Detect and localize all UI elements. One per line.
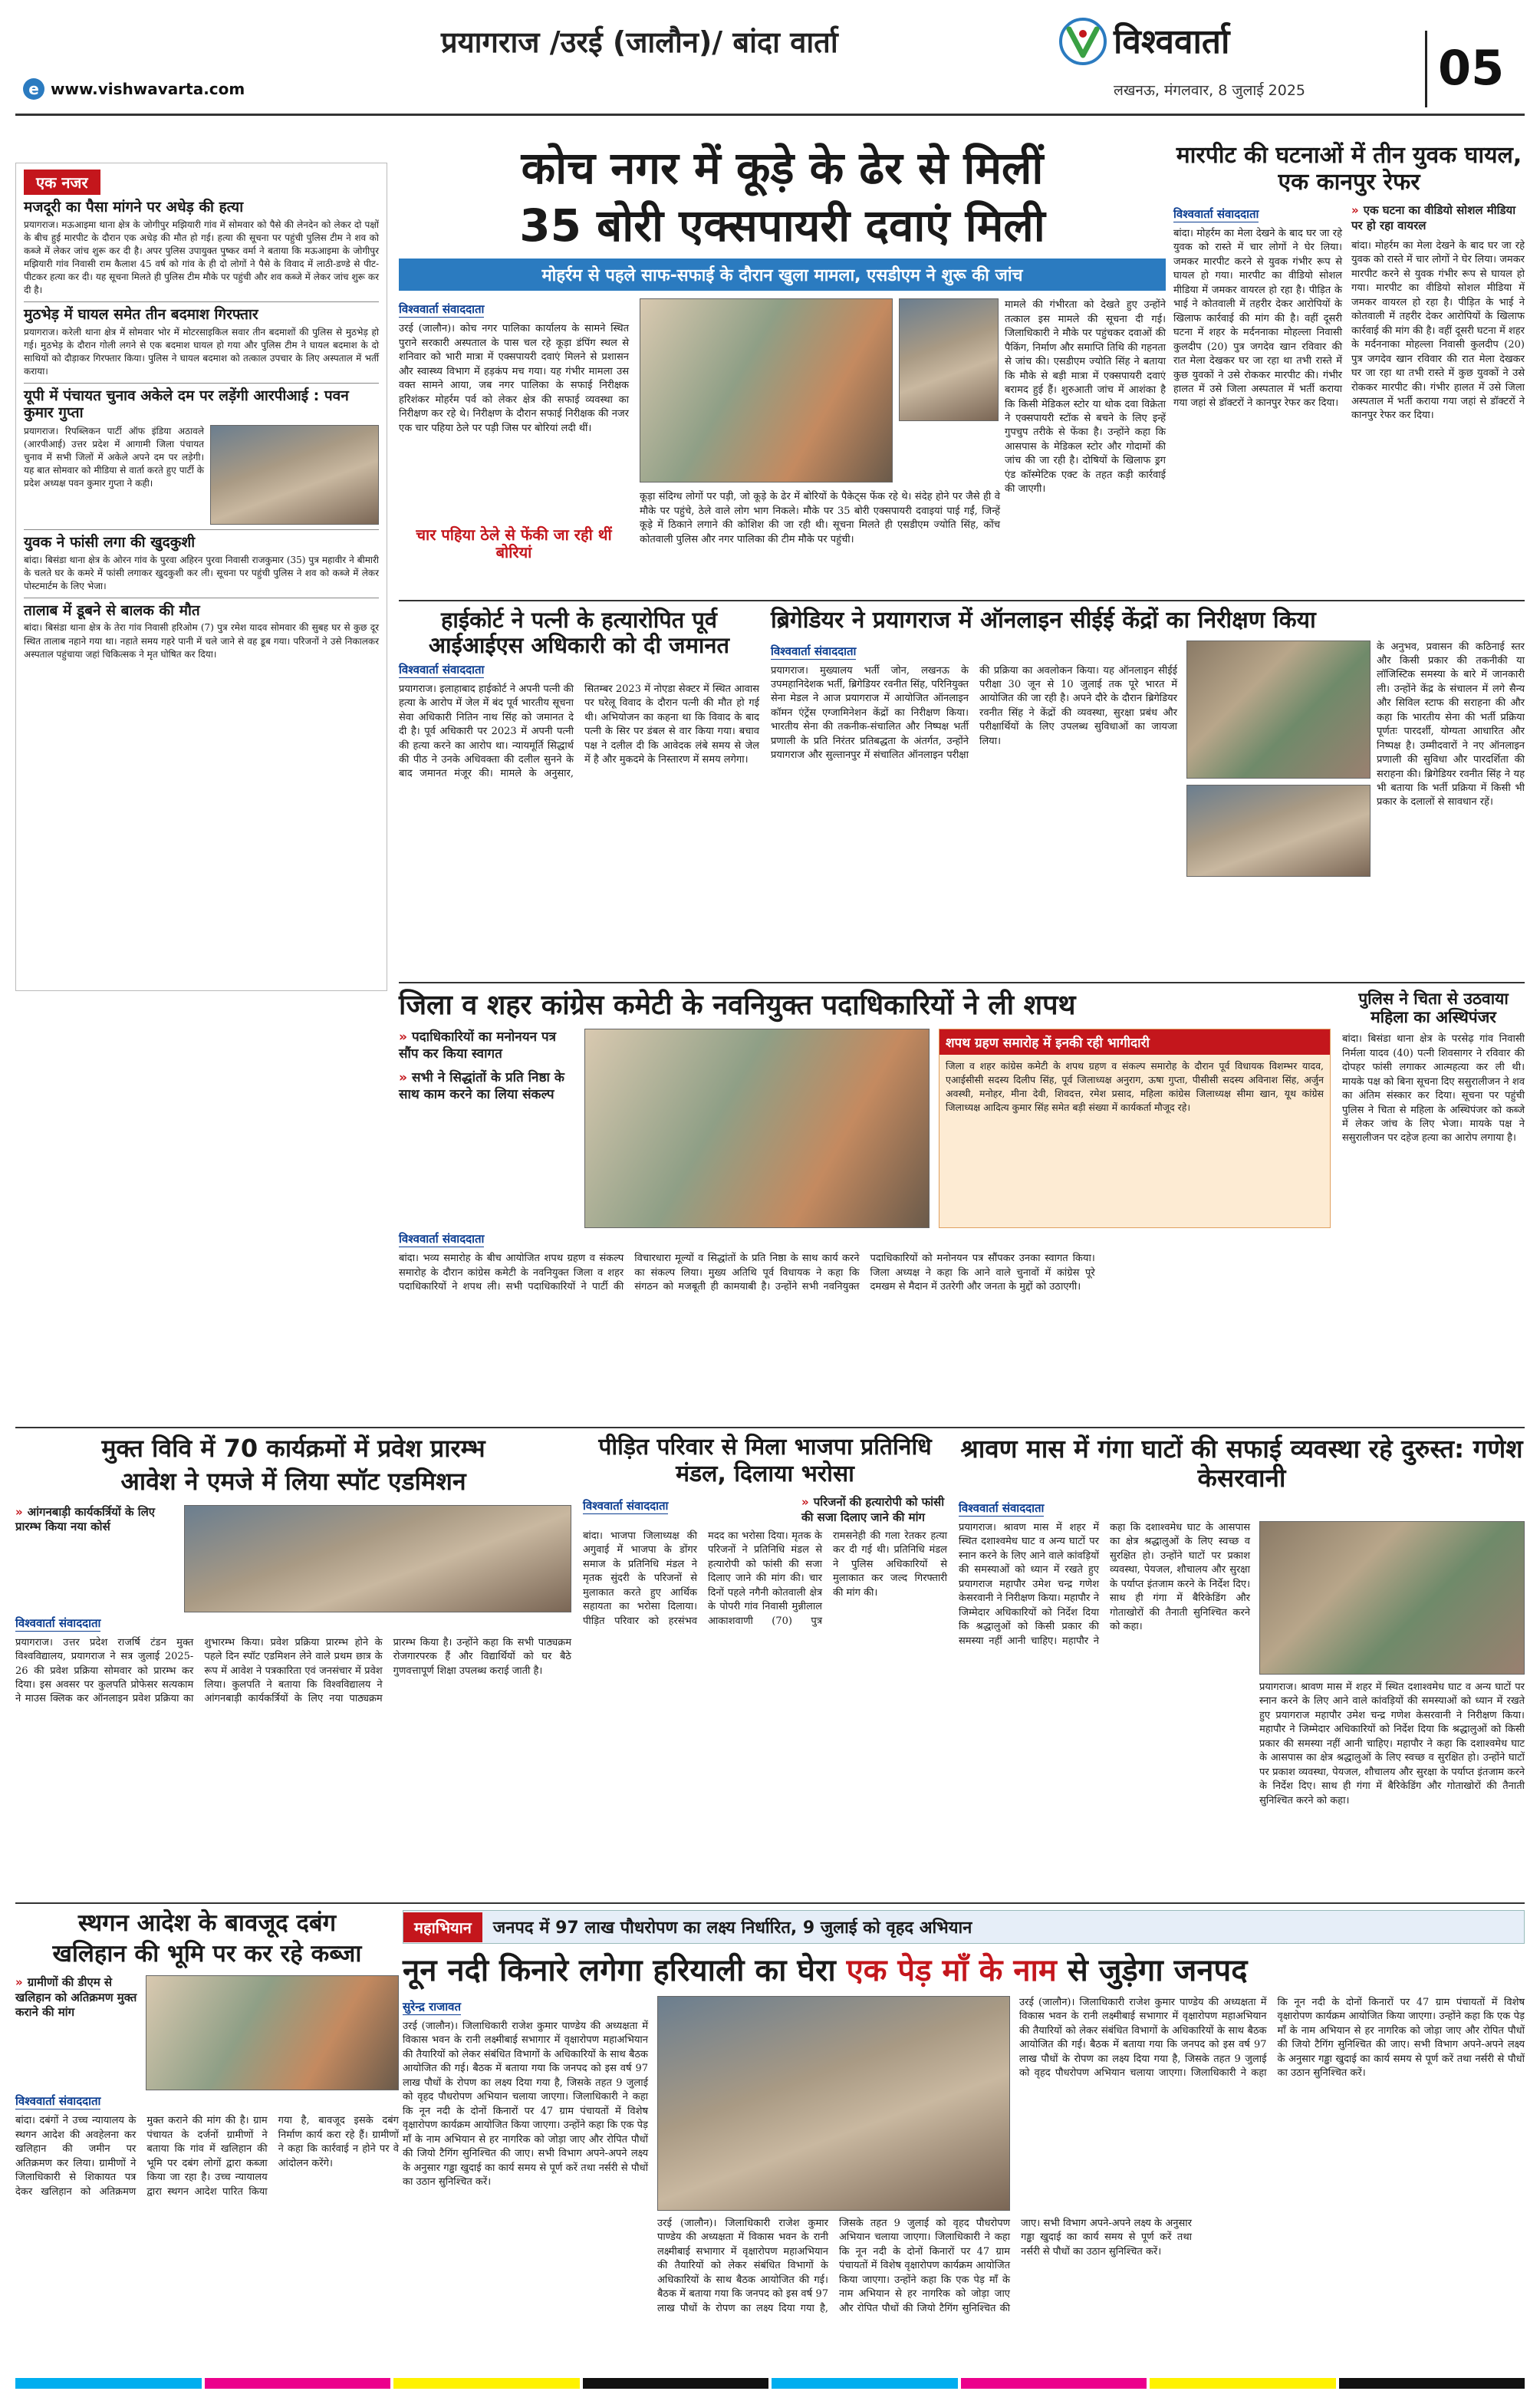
- brief-body: बांदा। बिसंडा थाना क्षेत्र के तेरा गांव निवासी हरिओम (7) पुत्र रमेश यादव सोमवार की सुबह घर से कुछ दूर स्थित तालाब नहाने गया था। नहाते समय गहरे पानी में चले जाने से वह डूब गया। परिजनों ने उसे निकालकर अस्पताल पहुंचाया जहां चिकित्सक ने मृत घोषित कर दिया।: [24, 622, 379, 660]
- brief-body: प्रयागराज। करेली थाना क्षेत्र में सोमवार भोर में मोटरसाइकिल सवार तीन बदमाशों की पुलिस से मुठभेड़ हो गई। मुठभेड़ के दौरान गोली लगने से एक बदमाश घायल हो गया और पुलिस टीम ने घायल बदमाश के दो साथियों को दौड़ाकर गिरफ्तार किया। पुलिस ने घायल बदमाश को तत्काल उपचार के लिए अस्पताल में भर्ती कराया।: [24, 326, 379, 377]
- mukt-bullet: » आंगनबाड़ी कार्यकर्त्रियों के लिए प्रारम्भ किया नया कोर्स: [15, 1504, 156, 1534]
- brigadier-inspection-photo: [1186, 785, 1371, 877]
- khalihan-body: बांदा। दबंगों ने उच्च न्यायालय के स्थगन आदेश की अवहेलना कर खलिहान की जमीन पर अतिक्रमण कर लिया। ग्रामीणों ने जिलाधिकारी से शिकायत पत्र देकर खलिहान को अतिक्रमण मुक्त कराने की मांग की है। ग्राम पंचायत के दर्जनों ग्रामीणों ने बताया कि गांव में खलिहान की भूमि पर दबंग लोगों द्वारा कब्जा किया जा रहा है। उच्च न्यायालय द्वारा स्थगन आदेश पारित किया गया है, बावजूद इसके दबंग निर्माण कार्य करा रहे हैं। ग्रामीणों ने कहा कि कार्रवाई न होने पर वे आंदोलन करेंगे।: [15, 2115, 399, 2198]
- marpeet-body-cont: बांदा। मोहर्रम का मेला देखने के बाद घर जा रहे युवक को रास्ते में चार लोगों ने घेर लिया। जमकर मारपीट करने से युवक गंभीर रूप से घायल हो गया। मारपीट का वीडियो सोशल मीडिया में जमकर वायरल हो रहा है। पीड़ित के भाई ने कोतवाली में तहरीर देकर आरोपियों के खिलाफ कार्रवाई की मांग की है। वहीं दूसरी घटना में शहर के मर्दननाका मोहल्ला निवासी कुलदीप (20) पुत्र जगदेव खान रविवार की रात मेला देखकर घर जा रहा था तभी रास्ते में कुछ युवकों ने उसे रोककर मारपीट की। गंभीर हालत में उसे जिला अस्पताल में भर्ती कराया गया जहां से डॉक्टरों ने कानपुर रेफर कर दिया।: [1351, 240, 1525, 422]
- brigadier-headline: ब्रिगेडियर ने प्रयागराज में ऑनलाइन सीईई केंद्रों का निरीक्षण किया: [771, 607, 1316, 634]
- shravan-body: प्रयागराज। श्रावण मास में शहर में स्थित दशाश्वमेध घाट व अन्य घाटों पर स्नान करने के लिए आने वाले कांवड़ियों की समस्याओं को ध्यान में रखते हुए प्रयागराज महापौर उमेश चन्द्र गणेश केसरवानी ने निरीक्षण किया। महापौर ने जिम्मेदार अधिकारियों को निर्देश दिया कि श्रद्धालुओं को किसी प्रकार की समस्या नहीं आनी चाहिए। महापौर ने कहा कि दशाश्वमेध घाट के आसपास का क्षेत्र श्रद्धालुओं के लिए स्वच्छ व सुरक्षित हो। उन्होंने घाटों पर प्रकाश व्यवस्था, पेयजल, शौचालय और सुरक्षा के पर्याप्त इंतजाम करने के निर्देश दिए। साथ ही गंगा में बैरिकेडिंग और गोताखोरों की तैनाती सुनिश्चित करने को कहा।: [959, 1521, 1250, 1647]
- chita-body: बांदा। बिसंडा थाना क्षेत्र के परसेढ़ गांव निवासी निर्मला यादव (40) पत्नी शिवसागर ने रविवार की दोपहर फांसी लगाकर आत्महत्या कर ली थी। मायके पक्ष को बिना सूचना दिए ससुरालीजन ने शव का अंतिम संस्कार कर दिया। सूचना पर पहुंची पुलिस ने चिता से महिला के अस्थिपंजर को कब्जे में लेकर जांच के लिए भेजा। मायके पक्ष ने ससुरालीजन पर दहेज हत्या का आरोप लगाया है।: [1342, 1033, 1525, 1145]
- rpi-press-photo: [210, 425, 379, 525]
- mahabhiyan-body-right: उरई (जालौन)। जिलाधिकारी राजेश कुमार पाण्डेय की अध्यक्षता में विकास भवन के रानी लक्ष्मीबाई सभागार में वृक्षारोपण महाअभियान की तैयारियों को लेकर संबंधित विभागों के अधिकारियों के साथ बैठक आयोजित की गई। बैठक में बताया गया कि जनपद को इस वर्ष 97 लाख पौधों के रोपण का लक्ष्य दिया गया है, जिसके तहत 9 जुलाई को वृहद पौधरोपण अभियान चलाया जाएगा। जिलाधिकारी ने कहा कि नून नदी के दोनों किनारों पर 47 ग्राम पंचायतों में विशेष वृक्षारोपण कार्यक्रम आयोजित किया जाएगा। उन्होंने कहा कि एक पेड़ माँ के नाम अभियान से हर नागरिक को जोड़ा जाए और रोपित पौधों की जियो टैगिंग सुनिश्चित की जाए। सभी विभाग अपने-अपने लक्ष्य के अनुसार गड्ढा खुदाई का कार्य समय से पूर्ण करें तथा नर्सरी से पौधों का उठान सुनिश्चित करें।: [1019, 1997, 1525, 2080]
- marpeet-tag-text: एक घटना का वीडियो सोशल मीडिया पर हो रहा वायरल: [1351, 203, 1516, 232]
- mahabhiyan-headline-c: से जुड़ेगा जनपद: [1067, 1953, 1248, 1988]
- brief-body: प्रयागराज। रिपब्लिकन पार्टी ऑफ इंडिया अठावले (आरपीआई) उत्तर प्रदेश में आगामी जिला पंचायत चुनाव में सभी जिलों में अकेले अपने दम पर लड़ेगी। यह बात सोमवार को मीडिया से वार्ता करते हुए पार्टी के प्रदेश अध्यक्ष पवन कुमार गुप्ता ने कही।: [24, 425, 204, 489]
- bjp-byline: विश्ववार्ता संवाददाता: [583, 1499, 669, 1513]
- ghat-inspection-photo: [1259, 1521, 1525, 1675]
- congress-oath-photo: [584, 1029, 930, 1228]
- congress-bullet-1: » पदाधिकारियों का मनोनयन पत्र सौंप कर किया स्वागत: [399, 1029, 556, 1062]
- congress-bullet-1-text: पदाधिकारियों का मनोनयन पत्र सौंप कर किया स्वागत: [399, 1029, 556, 1062]
- khalihan-bullet: » ग्रामीणों की डीएम से खलिहान को अतिक्रमण मुक्त कराने की मांग: [15, 1975, 137, 2020]
- brief-title: यूपी में पंचायत चुनाव अकेले दम पर लड़ेंगी आरपीआई : पवन कुमार गुप्ता: [24, 387, 349, 421]
- brief-title: मजदूरी का पैसा मांगने पर अधेड़ की हत्या: [24, 199, 244, 216]
- khalihan-headline-1: स्थगन आदेश के बावजूद दबंग: [77, 1909, 337, 1937]
- brigadier-right-body: के अनुभव, प्रवासन की कठिनाई स्तर और किसी प्रकार की तकनीकी या लॉजिस्टिक समस्या के बारे में जानकारी ली। उन्होंने केंद्र के संचालन में लगे सैन्य और सिविल स्टाफ की सराहना की और कहा कि भारतीय सेना की भर्ती प्रक्रिया पूर्णतः पारदर्शी, योग्यता आधारित और निष्पक्ष है। उम्मीदवारों ने नए ऑनलाइन प्रणाली की सुविधा और पारदर्शिता की सराहना की। ब्रिगेडियर रवनीत सिंह ने यह भी बताया कि भर्ती प्रक्रिया में किसी भी प्रकार के दलालों से सावधान रहें।: [1377, 641, 1525, 809]
- brief-divider: [24, 301, 379, 302]
- chita-headline: पुलिस ने चिता से उठवाया महिला का अस्थिपंजर: [1358, 990, 1509, 1027]
- lead-story: [399, 143, 1166, 594]
- lead-deck: मोहर्रम से पहले साफ-सफाई के दौरान खुला मामला, एसडीएम ने शुरू की जांच: [399, 259, 1166, 291]
- page-divider: [1425, 31, 1427, 107]
- shravan-headline: श्रावण मास में गंगा घाटों की सफाई व्यवस्था रहे दुरुस्त: गणेश केसरवानी: [960, 1434, 1523, 1493]
- bjp-headline: पीड़ित परिवार से मिला भाजपा प्रतिनिधि मंडल, दिलाया भरोसा: [598, 1434, 932, 1487]
- dateline: लखनऊ, मंगलवार, 8 जुलाई 2025: [1114, 82, 1305, 99]
- highcourt-story: [399, 608, 759, 974]
- mukt-body: प्रयागराज। उत्तर प्रदेश राजर्षि टंडन मुक्त विश्वविद्यालय, प्रयागराज ने सत्र जुलाई 2025-26 की प्रवेश प्रक्रिया सोमवार को प्रारम्भ कर दिया। इस अवसर पर कुलपति प्रोफेसर सत्यकाम ने माउस क्लिक कर ऑनलाइन प्रवेश प्रक्रिया का शुभारम्भ किया। प्रवेश प्रक्रिया प्रारम्भ होने के पहले दिन स्पॉट एडमिशन लेने वाले प्रथम छात्र के रूप में आवेश ने पत्रकारिता एवं जनसंचार में प्रवेश लिया। कुलपति ने बताया कि विश्वविद्यालय ने आंगनबाड़ी कार्यकर्त्रियों के लिए नया पाठ्यक्रम प्रारम्भ किया है। उन्होंने कहा कि सभी पाठ्यक्रम रोजगारपरक हैं और विद्यार्थियों को घर बैठे गुणवत्तापूर्ण शिक्षा उपलब्ध कराई जाती है।: [15, 1636, 571, 1705]
- mahabhiyan-byline: सुरेन्द्र राजावत: [403, 2000, 462, 2014]
- brief-body: बांदा। बिसंडा थाना क्षेत्र के ओरन गांव के पुरवा अहिरन पुरवा निवासी राजकुमार (35) पुत्र महावीर ने बीमारी के चलते घर के कमरे में फांसी लगाकर खुदकुशी कर ली। सूचना पर पहुंची पुलिस ने शव को कब्जे में लेकर पोस्टमार्टम के लिए भेजा।: [24, 554, 379, 591]
- expired-medicine-photo: [640, 298, 893, 483]
- lead-body-3: मामले की गंभीरता को देखते हुए उन्होंने तत्काल इस मामले की सूचना दी गई। जिलाधिकारी ने मौके पर पहुंचकर दवाओं की पैकिंग, निर्माण और समाप्ति तिथि की गहनता से जांच की। एसडीएम ज्योति सिंह ने बताया कि मौके से बड़ी मात्रा में एक्सपायरी दवाएं बरामद हुई हैं। शुरुआती जांच में आशंका है कि किसी मेडिकल स्टोर या थोक दवा विक्रेता ने एक्सपायरी स्टॉक से बचने के लिए इन्हें गुपचुप तरीके से फेंका है। उन्होंने कहा कि आसपास के मेडिकल स्टोर और गोदामों की जांच की जा रही है। दोषियों के खिलाफ ड्रग एंड कॉस्मेटिक एक्ट के तहत कड़ी कार्रवाई की जाएगी।: [1005, 299, 1166, 496]
- lead-body-2: कूड़ा संदिग्ध लोगों पर पड़ी, जो कूड़े के ढेर में बोरियों के पैकेट्स फेंक रहे थे। संदेह होने पर जैसे ही वे मौके पर पहुंचे, ठेले वाले लोग भाग निकले। मौके पर 35 बोरी एक्सपायरी दवाइयां पाई गईं, जिन्हें कूड़े में ठिकाने लगाने की कोशिश की जा रही थी। सूचना मिलते ही एसडीएम ज्योति सिंह, कोंच कोतवाली पुलिस और नगर पालिका की टीम मौके पर पहुंची।: [640, 491, 1000, 545]
- lead-pullquote: चार पहिया ठेले से फेंकी जा रही थीं बोरियां: [416, 525, 612, 562]
- mukt-headline-2: आवेश ने एमजे में लिया स्पॉट एडमिशन: [120, 1466, 466, 1496]
- congress-box-title: शपथ ग्रहण समारोह में इनकी रही भागीदारी: [939, 1029, 1330, 1055]
- mahabhiyan-story: [403, 1910, 1525, 2370]
- brief-item: [24, 535, 379, 593]
- brief-item: [24, 199, 379, 297]
- row-rule: [15, 1902, 1525, 1904]
- congress-bullet-2-text: सभी ने सिद्धांतों के प्रति निष्ठा के साथ काम करने का लिया संकल्प: [399, 1069, 564, 1102]
- brief-item: [24, 388, 379, 525]
- website-link[interactable]: www.vishwavarta.com: [51, 80, 245, 98]
- marpeet-byline: विश्ववार्ता संवाददाता: [1173, 207, 1259, 221]
- shravan-byline: विश्ववार्ता संवाददाता: [959, 1500, 1045, 1515]
- row-rule: [15, 1427, 1525, 1428]
- color-registration-bar: [15, 2378, 1525, 2389]
- shravan-body-cont: प्रयागराज। श्रावण मास में शहर में स्थित दशाश्वमेध घाट व अन्य घाटों पर स्नान करने के लिए आने वाले कांवड़ियों की समस्याओं को ध्यान में रखते हुए प्रयागराज महापौर उमेश चन्द्र गणेश केसरवानी ने निरीक्षण किया। महापौर ने जिम्मेदार अधिकारियों को निर्देश दिया कि श्रद्धालुओं को किसी प्रकार की समस्या नहीं आनी चाहिए। महापौर ने कहा कि दशाश्वमेध घाट के आसपास का क्षेत्र श्रद्धालुओं के लिए स्वच्छ व सुरक्षित हो। उन्होंने घाटों पर प्रकाश व्यवस्था, पेयजल, शौचालय और सुरक्षा के पर्याप्त इंतजाम करने के निर्देश दिए। साथ ही गंगा में बैरिकेडिंग और गोताखोरों की तैनाती सुनिश्चित करने को कहा।: [1259, 1681, 1525, 1807]
- brief-divider: [24, 529, 379, 530]
- mahabhiyan-label: महाभियान: [403, 1912, 482, 1942]
- marpeet-tag: » एक घटना का वीडियो सोशल मीडिया पर हो रहा वायरल: [1351, 203, 1516, 232]
- mahabhiyan-headline: [403, 1953, 1525, 1988]
- masthead-rule: [15, 114, 1525, 116]
- bjp-story: [583, 1434, 947, 1895]
- marpeet-body: बांदा। मोहर्रम का मेला देखने के बाद घर जा रहे युवक को रास्ते में चार लोगों ने घेर लिया। जमकर मारपीट करने से युवक गंभीर रूप से घायल हो गया। मारपीट का वीडियो सोशल मीडिया में जमकर वायरल हो रहा है। पीड़ित के भाई ने कोतवाली में तहरीर देकर आरोपियों के खिलाफ कार्रवाई की मांग की है। वहीं दूसरी घटना में शहर के मर्दननाका मोहल्ला निवासी कुलदीप (20) पुत्र जगदेव खान रविवार की रात मेला देखकर घर जा रहा था तभी रास्ते में कुछ युवकों ने उसे रोककर मारपीट की। गंभीर हालत में उसे जिला अस्पताल में भर्ती कराया गया जहां से डॉक्टरों ने कानपुर रेफर कर दिया।: [1173, 228, 1342, 410]
- bjp-bullet-text: परिजनों की हत्यारोपी को फांसी की सजा दिलाए जाने की मांग: [801, 1495, 945, 1524]
- lead-body-1: उरई (जालौन)। कोच नगर पालिका कार्यालय के सामने स्थित पुराने सरकारी अस्पताल के पास चल रहे कूड़ा डंपिंग स्थल से शनिवार को भारी मात्रा में एक्सपायरी दवाएं मिलने से प्रशासन और स्वास्थ्य विभाग में हड़कंप मच गया। यह गंभीर मामला उस वक्त सामने आया, जब नगर पालिका के सफाई निरीक्षक हरिशंकर मोहर्रम पर्व को लेकर क्षेत्र की सफाई व्यवस्था का निरीक्षण कर रहे थे। निरीक्षण के दौरान सफाई निरीक्षक की नजर एक चार पहिया ठेले पर पड़ी जिस पर बोरियां लदी थीं।: [399, 323, 629, 434]
- khalihan-story: [15, 1910, 399, 2370]
- row-rule: [399, 982, 1525, 983]
- mukt-headline-1: मुक्त विवि में 70 कार्यक्रमों में प्रवेश प्रारम्भ: [101, 1434, 485, 1463]
- lead-headline-2: 35 बोरी एक्सपायरी दवाएं मिली: [519, 199, 1045, 252]
- mahabhiyan-headline-b: एक पेड़ माँ के नाम: [846, 1953, 1057, 1988]
- globe-icon: e: [23, 78, 44, 100]
- lead-headline-1: कोच नगर में कूड़े के ढेर से मिलीं: [521, 142, 1044, 194]
- brief-divider: [24, 383, 379, 384]
- page-number: 05: [1438, 40, 1505, 96]
- khalihan-headline-2: खलिहान की भूमि पर कर रहे कब्जा: [52, 1939, 362, 1968]
- mahabhiyan-body: उरई (जालौन)। जिलाधिकारी राजेश कुमार पाण्डेय की अध्यक्षता में विकास भवन के रानी लक्ष्मीबाई सभागार में वृक्षारोपण महाअभियान की तैयारियों को लेकर संबंधित विभागों के अधिकारियों के साथ बैठक आयोजित की गई। बैठक में बताया गया कि जनपद को इस वर्ष 97 लाख पौधों के रोपण का लक्ष्य दिया गया है, जिसके तहत 9 जुलाई को वृहद पौधरोपण अभियान चलाया जाएगा। जिलाधिकारी ने कहा कि नून नदी के दोनों किनारों पर 47 ग्राम पंचायतों में विशेष वृक्षारोपण कार्यक्रम आयोजित किया जाएगा। उन्होंने कहा कि एक पेड़ माँ के नाम अभियान से हर नागरिक को जोड़ा जाए और रोपित पौधों की जियो टैगिंग सुनिश्चित की जाए। सभी विभाग अपने-अपने लक्ष्य के अनुसार गड्ढा खुदाई का कार्य समय से पूर्ण करें तथा नर्सरी से पौधों का उठान सुनिश्चित करें।: [403, 2021, 648, 2188]
- brief-item: [24, 603, 379, 661]
- sdm-portrait-photo: [899, 298, 999, 421]
- ek-nazar-column: [15, 163, 387, 991]
- congress-box-body: जिला व शहर कांग्रेस कमेटी के शपथ ग्रहण व संकल्प समारोह के दौरान पूर्व विधायक विशम्भर यादव, एआईसीसी सदस्य दिलीप सिंह, पूर्व जिलाध्यक्ष अनुराग, ऊषा गुप्ता, पीसीसी सदस्य अविनाश सिंह, अर्जुन अवस्थी, मनोहर, मीना देवी, शिवदत्त, रमेश प्रसाद, महिला कांग्रेस जिलाध्यक्ष सीमा खान, यूथ कांग्रेस जिलाध्यक्ष आदित्य कुमार सिंह समेत बड़ी संख्या में कार्यकर्ता मौजूद रहे।: [946, 1060, 1324, 1113]
- villagers-photo: [146, 1975, 399, 2090]
- meeting-hall-photo: [657, 1996, 1010, 2211]
- section-title: प्रयागराज /उरई (जालौन)/ बांदा वार्ता: [441, 25, 838, 59]
- congress-bullet-2: » सभी ने सिद्धांतों के प्रति निष्ठा के साथ काम करने का लिया संकल्प: [399, 1069, 564, 1102]
- bjp-body: बांदा। भाजपा जिलाध्यक्ष की अगुवाई में भाजपा के डोंगर समाज के प्रतिनिधि मंडल ने मृतक सुंदरी के परिजनों से मुलाकात करते हुए आर्थिक सहायता का भरोसा दिलाया। पीड़ित परिवार को हरसंभव मदद का भरोसा दिया। मृतक के परिजनों ने प्रतिनिधि मंडल से हत्यारोपी को फांसी की सजा दिलाए जाने की मांग की। चार दिनों पहले नगैनी कोतवाली क्षेत्र के पोपरी गांव निवासी मुन्नीलाल आकाशवाणी (70) पुत्र रामसनेही की गला रेतकर हत्या कर दी गई थी। प्रतिनिधि मंडल ने पुलिस अधिकारियों से मुलाकात कर जल्द गिरफ्तारी की मांग की।: [583, 1530, 947, 1627]
- brand-logo-icon: [1058, 17, 1107, 66]
- mahabhiyan-body-mid: उरई (जालौन)। जिलाधिकारी राजेश कुमार पाण्डेय की अध्यक्षता में विकास भवन के रानी लक्ष्मीबाई सभागार में वृक्षारोपण महाअभियान की तैयारियों को लेकर संबंधित विभागों के अधिकारियों के साथ बैठक आयोजित की गई। बैठक में बताया गया कि जनपद को इस वर्ष 97 लाख पौधों के रोपण का लक्ष्य दिया गया है, जिसके तहत 9 जुलाई को वृहद पौधरोपण अभियान चलाया जाएगा। जिलाधिकारी ने कहा कि नून नदी के दोनों किनारों पर 47 ग्राम पंचायतों में विशेष वृक्षारोपण कार्यक्रम आयोजित किया जाएगा। उन्होंने कहा कि एक पेड़ माँ के नाम अभियान से हर नागरिक को जोड़ा जाए और रोपित पौधों की जियो टैगिंग सुनिश्चित की जाए। सभी विभाग अपने-अपने लक्ष्य के अनुसार गड्ढा खुदाई का कार्य समय से पूर्ण करें तथा नर्सरी से पौधों का उठान सुनिश्चित करें।: [657, 2218, 1192, 2314]
- brigadier-body: प्रयागराज। मुख्यालय भर्ती जोन, लखनऊ के उपमहानिदेशक भर्ती, ब्रिगेडियर रवनीत सिंह, परिनियुक्त सेना मेडल ने आज प्रयागराज में आयोजित ऑनलाइन कॉमन एंट्रेंस एग्जामिनेशन केंद्रों का निरीक्षण किया। भारतीय सेना की तकनीक-संचालित और निष्पक्ष भर्ती प्रणाली के प्रति निरंतर प्रतिबद्धता के अंतर्गत, उन्होंने प्रयागराज और सुल्तानपुर में संचालित ऑनलाइन परीक्षा की प्रक्रिया का अवलोकन किया। यह ऑनलाइन सीईई परीक्षा 30 जून से 10 जुलाई तक पूरे भारत में आयोजित की जा रही है। अपने दौरे के दौरान ब्रिगेडियर रवनीत सिंह ने केंद्रों की व्यवस्था, सुरक्षा प्रबंध और परीक्षार्थियों के लिए उपलब्ध सुविधाओं का जायजा लिया।: [771, 664, 1177, 762]
- mahabhiyan-strip: जनपद में 97 लाख पौधरोपण का लक्ष्य निर्धारित, 9 जुलाई को वृहद अभियान: [492, 1918, 972, 1938]
- brief-title: युवक ने फांसी लगा की खुदकुशी: [24, 533, 196, 551]
- masthead: [0, 0, 1540, 114]
- highcourt-body: प्रयागराज। इलाहाबाद हाईकोर्ट ने अपनी पत्नी की हत्या के आरोप में जेल में बंद पूर्व भारतीय सूचना सेवा अधिकारी नितिन नाथ सिंह को जमानत दे दी है। पूर्व अधिकारी पर 2023 में अपनी पत्नी की हत्या करने का आरोप था। न्यायमूर्ति सिद्धार्थ की पीठ ने उनके अधिवक्ता की दलील सुनने के बाद जमानत मंजूर की। मामले के अनुसार, सितम्बर 2023 में नोएडा सेक्टर में स्थित आवास पर घरेलू विवाद के दौरान पत्नी की मौत हो गई थी। अभियोजन का कहना था कि विवाद के बाद पत्नी के सिर पर डंबल से वार किया गया। बचाव पक्ष ने दलील दी कि आवेदक लंबे समय से जेल में है और मुकदमे के निस्तारण में समय लगेगा।: [399, 683, 759, 780]
- congress-byline: विश्ववार्ता संवाददाता: [399, 1232, 485, 1247]
- shravan-story: [959, 1434, 1525, 1895]
- cee-centre-photo: [1186, 641, 1371, 779]
- highcourt-byline: विश्ववार्ता संवाददाता: [399, 662, 485, 677]
- ek-nazar-label: एक नजर: [24, 170, 100, 195]
- brief-body: प्रयागराज। मऊआइमा थाना क्षेत्र के जोगीपुर मझियारी गांव में सोमवार को पैसे की लेनदेन को लेकर दो पक्षों के बीच हुई मारपीट के दौरान एक अधेड़ की मौत हो गई। हत्या की सूचना पर पहुंची पुलिस टीम ने शव को कब्जे में लेकर जांच शुरू कर दी है। अपर पुलिस उपायुक्त पुष्कर वर्मा ने बताया कि मऊआइमा के जोगीपुर मझियारी गांव निवासी राम कैलाश 45 वर्ष को गांव के ही दो लोगों ने पैसे के विवाद में लाठी-डण्डे से पीट-पीटकर हत्या कर दी। यह सूचना मिलते ही पुलिस टीम मौके पर पहुंची और शव कब्जे में लेकर जांच शुरू कर दी है।: [24, 219, 379, 295]
- row-rule: [399, 600, 1525, 601]
- brief-title: मुठभेड़ में घायल समेत तीन बदमाश गिरफ्तार: [24, 306, 258, 324]
- mukt-story: [15, 1434, 571, 1895]
- congress-story: [399, 990, 1331, 1419]
- brigadier-byline: विश्ववार्ता संवाददाता: [771, 644, 857, 658]
- lead-byline: विश्ववार्ता संवाददाता: [399, 302, 485, 317]
- highcourt-headline: हाईकोर्ट ने पत्नी के हत्यारोपित पूर्व आईआईएस अधिकारी को दी जमानत: [428, 607, 730, 659]
- chita-story: [1342, 990, 1525, 1419]
- congress-headline: जिला व शहर कांग्रेस कमेटी के नवनियुक्त पदाधिकारियों ने ली शपथ: [399, 990, 1076, 1021]
- brief-title: तालाब में डूबने से बालक की मौत: [24, 601, 200, 619]
- khalihan-bullet-text: ग्रामीणों की डीएम से खलिहान को अतिक्रमण मुक्त कराने की मांग: [15, 1975, 137, 2020]
- brigadier-story: [771, 608, 1525, 974]
- khalihan-byline: विश्ववार्ता संवाददाता: [15, 2094, 101, 2109]
- marpeet-headline: मारपीट की घटनाओं में तीन युवक घायल, एक कानपुर रेफर: [1176, 142, 1522, 196]
- mahabhiyan-headline-a: नून नदी किनारे लगेगा हरियाली का घेरा: [403, 1953, 836, 1988]
- university-event-photo: [184, 1505, 571, 1612]
- brand-name: विश्ववार्ता: [1114, 22, 1230, 61]
- mukt-byline: विश्ववार्ता संवाददाता: [15, 1615, 101, 1630]
- mukt-bullet-text: आंगनबाड़ी कार्यकर्त्रियों के लिए प्रारम्भ किया नया कोर्स: [15, 1504, 156, 1534]
- brief-item: [24, 307, 379, 378]
- bjp-bullet: » परिजनों की हत्यारोपी को फांसी की सजा दिलाए जाने की मांग: [801, 1495, 945, 1524]
- marpeet-story: [1173, 143, 1525, 594]
- congress-body: बांदा। भव्य समारोह के बीच आयोजित शपथ ग्रहण व संकल्प समारोह के दौरान कांग्रेस कमेटी के नवनियुक्त जिला व शहर पदाधिकारियों ने शपथ ली। सभी पदाधिकारियों ने पार्टी की विचारधारा मूल्यों व सिद्धांतों के प्रति निष्ठा के साथ कार्य करने का संकल्प लिया। मुख्य अतिथि पूर्व विधायक ने कहा कि संगठन को मजबूती ही कामयाबी है। उन्होंने सभी नवनियुक्त पदाधिकारियों को मनोनयन पत्र सौंपकर उनका स्वागत किया। जिला अध्यक्ष ने कहा कि आने वाले चुनावों में कांग्रेस पूरे दमखम से मैदान में उतरेगी और जनता के मुद्दों को उठाएगी।: [399, 1253, 1095, 1293]
